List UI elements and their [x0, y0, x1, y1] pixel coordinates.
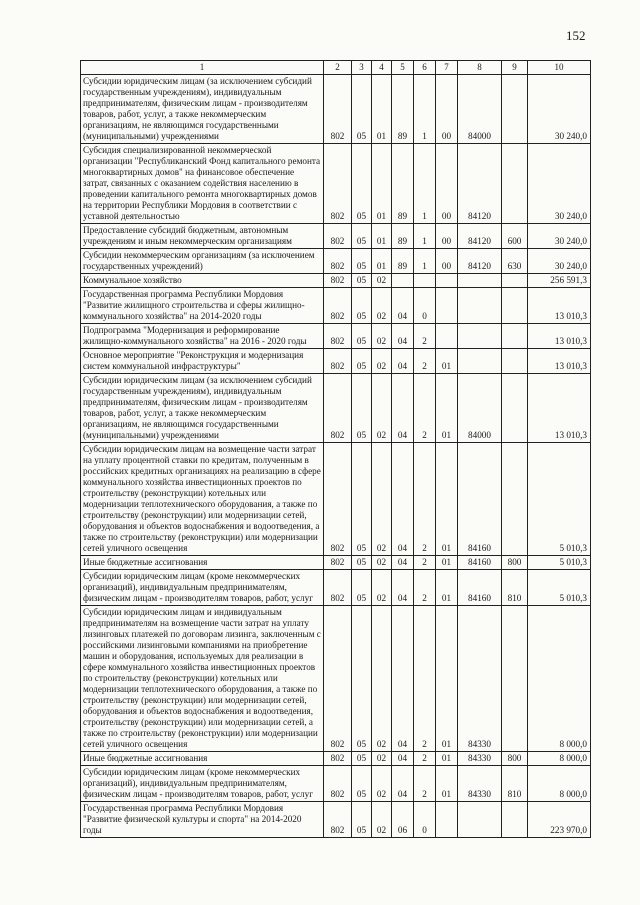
direction-code-cell: 84160: [458, 570, 502, 606]
expense-type-code-cell: [502, 324, 528, 349]
header-col-7: 7: [436, 61, 458, 75]
subsection-code-cell: 02: [372, 752, 392, 766]
row-name: Иные бюджетные ассигнования: [81, 752, 324, 766]
row-name: Субсидии юридическим лицам и индивидуальным предпринимателям на возмещение части затрат на уплату лизинговых платежей по договорам лизинга, заключенным с российскими лизинговыми компаниями на приобретение машин и оборудования, используемых для реализации в сфере коммунального хозяйства инвестиционных проектов по строительству (реконструкции) котельных или модернизации теплотехнического оборудования, а также по строительству (реконструкции) или модернизации сетей, оборудования и объектов водоснабжения и водоотведения, строительству (реконструкции) или модернизации сетей, а также по строительству (реконструкции) или модернизации сетей уличного освещения: [81, 606, 324, 752]
ministry-code-cell: 802: [324, 570, 352, 606]
subprogram-code-cell: 2: [414, 556, 436, 570]
ministry-code-cell: 802: [324, 752, 352, 766]
expense-type-code-cell: 810: [502, 570, 528, 606]
event-code-cell: 01: [436, 374, 458, 443]
expense-type-code-cell: [502, 75, 528, 144]
subsection-code-cell: 02: [372, 802, 392, 838]
subsection-code-cell: 02: [372, 556, 392, 570]
section-code-cell: 05: [352, 144, 372, 224]
amount-cell: 8 000,0: [528, 752, 591, 766]
expense-type-code-cell: 800: [502, 556, 528, 570]
ministry-code-cell: 802: [324, 249, 352, 274]
direction-code-cell: 84160: [458, 556, 502, 570]
subprogram-code-cell: 2: [414, 752, 436, 766]
section-code-cell: 05: [352, 752, 372, 766]
amount-cell: 13 010,3: [528, 288, 591, 324]
event-code-cell: 01: [436, 443, 458, 556]
row-name: Субсидии юридическим лицам на возмещение части затрат на уплату процентной ставки по кредитам, полученным в российских кредитных организациях на реализацию в сфере коммунального хозяйства инвестиционных проектов по строительству (реконструкции) котельных или модернизации теплотехнического оборудования, а также по строительству (реконструкции) или модернизации сетей, оборудования и объектов водоснабжения и водоотведения, а также по строительству (реконструкции) или модернизации сетей уличного освещения: [81, 443, 324, 556]
header-col-5: 5: [392, 61, 414, 75]
header-col-4: 4: [372, 61, 392, 75]
subprogram-code-cell: 0: [414, 802, 436, 838]
amount-cell: 8 000,0: [528, 766, 591, 802]
subprogram-code-cell: [414, 274, 436, 288]
program-code-cell: 04: [392, 752, 414, 766]
header-col-1: 1: [81, 61, 324, 75]
direction-code-cell: 84330: [458, 752, 502, 766]
table-row: [81, 766, 591, 802]
subsection-code-cell: 02: [372, 274, 392, 288]
program-code-cell: 06: [392, 802, 414, 838]
table-row: [81, 752, 591, 766]
expense-type-code-cell: [502, 274, 528, 288]
subprogram-code-cell: 0: [414, 288, 436, 324]
direction-code-cell: 84120: [458, 144, 502, 224]
event-code-cell: 01: [436, 556, 458, 570]
section-code-cell: 05: [352, 802, 372, 838]
event-code-cell: [436, 288, 458, 324]
event-code-cell: 01: [436, 349, 458, 374]
subprogram-code-cell: 1: [414, 224, 436, 249]
program-code-cell: 04: [392, 349, 414, 374]
subprogram-code-cell: 2: [414, 349, 436, 374]
header-col-3: 3: [352, 61, 372, 75]
direction-code-cell: [458, 274, 502, 288]
program-code-cell: 89: [392, 224, 414, 249]
expense-type-code-cell: 810: [502, 766, 528, 802]
direction-code-cell: [458, 324, 502, 349]
ministry-code-cell: 802: [324, 274, 352, 288]
table-row: [81, 288, 591, 324]
section-code-cell: 05: [352, 556, 372, 570]
subsection-code-cell: 01: [372, 75, 392, 144]
subprogram-code-cell: 1: [414, 144, 436, 224]
ministry-code-cell: 802: [324, 324, 352, 349]
section-code-cell: 05: [352, 374, 372, 443]
program-code-cell: 04: [392, 606, 414, 752]
header-col-10: 10: [528, 61, 591, 75]
event-code-cell: 01: [436, 606, 458, 752]
direction-code-cell: 84000: [458, 75, 502, 144]
amount-cell: 5 010,3: [528, 443, 591, 556]
section-code-cell: 05: [352, 249, 372, 274]
row-name: Субсидии юридическим лицам (кроме некоммерческих организаций), индивидуальным предпринимателям, физическим лицам - производителям товаров, работ, услуг: [81, 570, 324, 606]
event-code-cell: 01: [436, 766, 458, 802]
ministry-code-cell: 802: [324, 766, 352, 802]
section-code-cell: 05: [352, 75, 372, 144]
direction-code-cell: [458, 802, 502, 838]
table-row: [81, 324, 591, 349]
amount-cell: 256 591,3: [528, 274, 591, 288]
table-row: [81, 443, 591, 556]
row-name: Предоставление субсидий бюджетным, автономным учреждениям и иным некоммерческим организациям: [81, 224, 324, 249]
subsection-code-cell: 02: [372, 766, 392, 802]
amount-cell: 8 000,0: [528, 606, 591, 752]
section-code-cell: 05: [352, 224, 372, 249]
expense-type-code-cell: 800: [502, 752, 528, 766]
table-row: [81, 606, 591, 752]
section-code-cell: 05: [352, 606, 372, 752]
direction-code-cell: [458, 349, 502, 374]
table-row: [81, 349, 591, 374]
ministry-code-cell: 802: [324, 224, 352, 249]
event-code-cell: [436, 274, 458, 288]
subsection-code-cell: 02: [372, 443, 392, 556]
section-code-cell: 05: [352, 274, 372, 288]
section-code-cell: 05: [352, 349, 372, 374]
event-code-cell: 01: [436, 570, 458, 606]
ministry-code-cell: 802: [324, 144, 352, 224]
amount-cell: 30 240,0: [528, 144, 591, 224]
program-code-cell: 04: [392, 443, 414, 556]
subsection-code-cell: 01: [372, 224, 392, 249]
table-row: [81, 249, 591, 274]
subprogram-code-cell: 2: [414, 570, 436, 606]
subsection-code-cell: 02: [372, 570, 392, 606]
row-name: Субсидии юридическим лицам (за исключением субсидий государственным учреждениям), индивидуальным предпринимателям, физическим лицам - производителям товаров, работ, услуг, а также некоммерческим организациям, не являющимся государственными (муниципальными) учреждениями: [81, 374, 324, 443]
section-code-cell: 05: [352, 324, 372, 349]
row-name: Субсидии юридическим лицам (кроме некоммерческих организаций), индивидуальным предпринимателям, физическим лицам - производителям товаров, работ, услуг: [81, 766, 324, 802]
section-code-cell: 05: [352, 443, 372, 556]
section-code-cell: 05: [352, 288, 372, 324]
row-name: Субсидия специализированной некоммерческой организации "Республиканский Фонд капитального ремонта многоквартирных домов" на финансовое обеспечение затрат, связанных с оказанием содействия населению в проведении капитального ремонта многоквартирных домов на территории Республики Мордовия в соответствии с уставной деятельностью: [81, 144, 324, 224]
table-row: [81, 556, 591, 570]
section-code-cell: 05: [352, 570, 372, 606]
subsection-code-cell: 01: [372, 249, 392, 274]
subprogram-code-cell: 2: [414, 324, 436, 349]
direction-code-cell: 84120: [458, 249, 502, 274]
ministry-code-cell: 802: [324, 802, 352, 838]
header-col-6: 6: [414, 61, 436, 75]
table-row: [81, 224, 591, 249]
expense-type-code-cell: [502, 606, 528, 752]
event-code-cell: 00: [436, 249, 458, 274]
program-code-cell: 89: [392, 75, 414, 144]
direction-code-cell: 84160: [458, 443, 502, 556]
table-row: [81, 274, 591, 288]
subsection-code-cell: 02: [372, 374, 392, 443]
budget-table: [80, 60, 591, 838]
program-code-cell: 89: [392, 144, 414, 224]
amount-cell: 13 010,3: [528, 324, 591, 349]
row-name: Иные бюджетные ассигнования: [81, 556, 324, 570]
subprogram-code-cell: 2: [414, 766, 436, 802]
subprogram-code-cell: 2: [414, 606, 436, 752]
subsection-code-cell: 02: [372, 288, 392, 324]
expense-type-code-cell: [502, 144, 528, 224]
ministry-code-cell: 802: [324, 606, 352, 752]
section-code-cell: 05: [352, 766, 372, 802]
expense-type-code-cell: [502, 288, 528, 324]
row-name: Субсидии юридическим лицам (за исключением субсидий государственным учреждениям), индивидуальным предпринимателям, физическим лицам - производителям товаров, работ, услуг, а также некоммерческим организациям, не являющимся государственными (муниципальными) учреждениями: [81, 75, 324, 144]
program-code-cell: 04: [392, 556, 414, 570]
row-name: Коммунальное хозяйство: [81, 274, 324, 288]
subsection-code-cell: 02: [372, 349, 392, 374]
ministry-code-cell: 802: [324, 443, 352, 556]
amount-cell: 30 240,0: [528, 224, 591, 249]
program-code-cell: 04: [392, 374, 414, 443]
amount-cell: 13 010,3: [528, 349, 591, 374]
event-code-cell: [436, 324, 458, 349]
event-code-cell: 00: [436, 224, 458, 249]
subsection-code-cell: 01: [372, 144, 392, 224]
header-col-8: 8: [458, 61, 502, 75]
direction-code-cell: 84330: [458, 606, 502, 752]
header-col-2: 2: [324, 61, 352, 75]
subprogram-code-cell: 1: [414, 75, 436, 144]
event-code-cell: [436, 802, 458, 838]
direction-code-cell: [458, 288, 502, 324]
ministry-code-cell: 802: [324, 75, 352, 144]
expense-type-code-cell: [502, 443, 528, 556]
program-code-cell: 04: [392, 288, 414, 324]
page-number: 152: [566, 28, 586, 43]
row-name: Подпрограмма "Модернизация и реформирование жилищно-коммунального хозяйства" на 2016 - 2020 годы: [81, 324, 324, 349]
subsection-code-cell: 02: [372, 324, 392, 349]
row-name: Государственная программа Республики Мордовия "Развитие жилищного строительства и сферы жилищно-коммунального хозяйства" на 2014-2020 годы: [81, 288, 324, 324]
expense-type-code-cell: [502, 374, 528, 443]
program-code-cell: 89: [392, 249, 414, 274]
program-code-cell: 04: [392, 570, 414, 606]
table-row: [81, 802, 591, 838]
ministry-code-cell: 802: [324, 288, 352, 324]
ministry-code-cell: 802: [324, 556, 352, 570]
amount-cell: 30 240,0: [528, 75, 591, 144]
row-name: Основное мероприятие "Реконструкция и модернизация систем коммунальной инфраструктуры": [81, 349, 324, 374]
table-row: [81, 144, 591, 224]
expense-type-code-cell: 630: [502, 249, 528, 274]
row-name: Субсидии некоммерческим организациям (за исключением государственных учреждений): [81, 249, 324, 274]
table-row: [81, 570, 591, 606]
table-row: [81, 75, 591, 144]
event-code-cell: 00: [436, 75, 458, 144]
direction-code-cell: 84000: [458, 374, 502, 443]
subsection-code-cell: 02: [372, 606, 392, 752]
program-code-cell: 04: [392, 766, 414, 802]
event-code-cell: 01: [436, 752, 458, 766]
program-code-cell: [392, 274, 414, 288]
subprogram-code-cell: 1: [414, 249, 436, 274]
amount-cell: 5 010,3: [528, 556, 591, 570]
subprogram-code-cell: 2: [414, 374, 436, 443]
header-row: [81, 61, 591, 75]
direction-code-cell: 84330: [458, 766, 502, 802]
expense-type-code-cell: 600: [502, 224, 528, 249]
event-code-cell: 00: [436, 144, 458, 224]
expense-type-code-cell: [502, 802, 528, 838]
amount-cell: 13 010,3: [528, 374, 591, 443]
ministry-code-cell: 802: [324, 374, 352, 443]
row-name: Государственная программа Республики Мордовия "Развитие физической культуры и спорта" на 2014-2020 годы: [81, 802, 324, 838]
amount-cell: 5 010,3: [528, 570, 591, 606]
table-row: [81, 374, 591, 443]
ministry-code-cell: 802: [324, 349, 352, 374]
amount-cell: 223 970,0: [528, 802, 591, 838]
direction-code-cell: 84120: [458, 224, 502, 249]
expense-type-code-cell: [502, 349, 528, 374]
subprogram-code-cell: 2: [414, 443, 436, 556]
program-code-cell: 04: [392, 324, 414, 349]
header-col-9: 9: [502, 61, 528, 75]
amount-cell: 30 240,0: [528, 249, 591, 274]
